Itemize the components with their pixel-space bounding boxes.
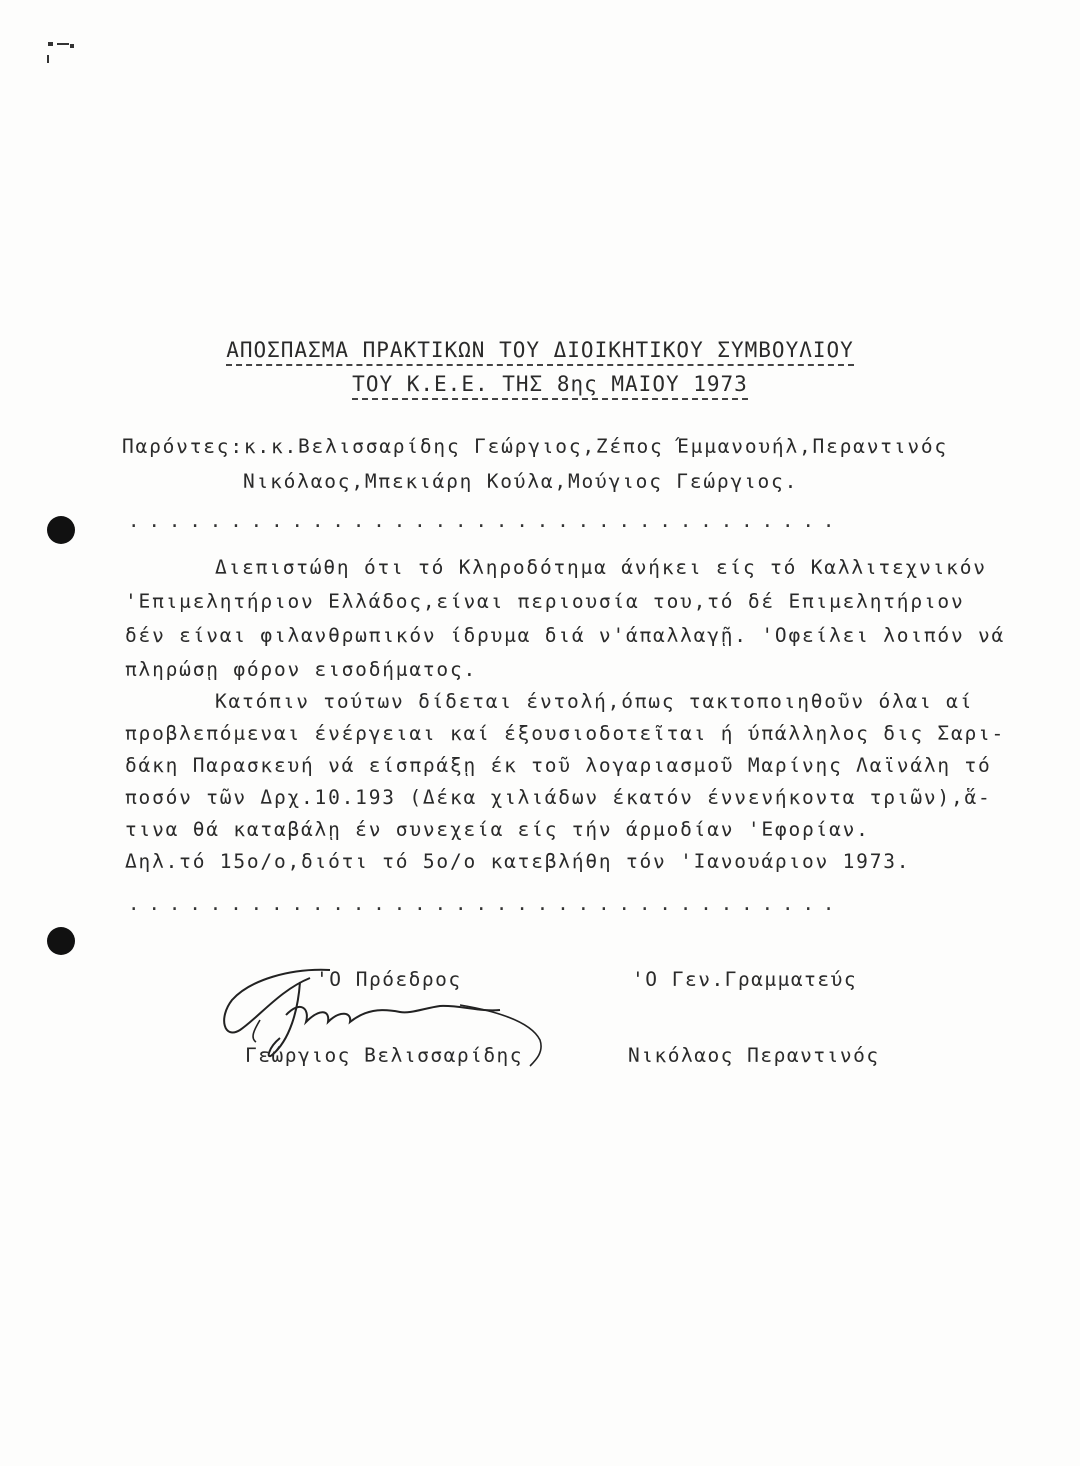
separator-dots-top: ................................... bbox=[128, 510, 844, 532]
secretary-title: 'Ο Γεν.Γραμματεύς bbox=[632, 968, 858, 991]
ink-speck bbox=[48, 42, 53, 46]
president-title: 'Ο Πρόεδρος bbox=[316, 968, 462, 991]
attendees-line2: Νικόλαος,Μπεκιάρη Κούλα,Μούγιος Γεώργιος. bbox=[243, 470, 799, 493]
ink-speck bbox=[57, 43, 69, 45]
attendees-line1: Παρόντες:κ.κ.Βελισσαρίδης Γεώργιος,Ζέπος Έμμανουήλ,Περαντινός bbox=[122, 435, 948, 458]
punch-hole-upper bbox=[47, 516, 75, 544]
body-line-9: τινα θά καταβάλῃ έν συνεχεία είς τήν άρμοδίαν 'Εφορίαν. bbox=[125, 818, 870, 841]
body-line-5: Κατόπιν τούτων δίδεται έντολή,όπως τακτοποιηθοῦν όλαι αί bbox=[215, 690, 974, 713]
body-line-8: ποσόν τῶν Δρχ.10.193 (Δέκα χιλιάδων έκατόν έννενήκοντα τριῶν),ἅ- bbox=[125, 786, 992, 809]
body-line-10: Δηλ.τό 15ο/ο,διότι τό 5ο/ο κατεβλήθη τόν 'Ιανουάριον 1973. bbox=[125, 850, 911, 873]
body-line-2: 'Επιμελητήριον Ελλάδος,είναι περιουσία του,τό δέ Επιμελητήριον bbox=[125, 590, 965, 613]
body-line-4: πληρώσῃ φόρον εισοδήματος. bbox=[125, 658, 478, 681]
secretary-name: Νικόλαος Περαντινός bbox=[628, 1044, 880, 1067]
document-title-line1: ΑΠΟΣΠΑΣΜΑ ΠΡΑΚΤΙΚΩΝ ΤΟΥ ΔΙΟΙΚΗΤΙΚΟΥ ΣΥΜΒΟΥΛΙΟΥ bbox=[0, 338, 1080, 362]
document-title-line2: ΤΟΥ Κ.Ε.Ε. ΤΗΣ 8ης ΜΑΙΟΥ 1973 bbox=[10, 372, 1080, 396]
body-line-3: δέν είναι φιλανθρωπικόν ίδρυμα διά ν'άπαλλαγῇ. 'Οφείλει λοιπόν νά bbox=[125, 624, 1006, 647]
president-name: Γεώργιος Βελισσαρίδης bbox=[245, 1044, 524, 1067]
body-line-7: δάκη Παρασκευή νά είσπράξῃ έκ τοῦ λογαριασμοῦ Μαρίνης Λαϊνάλη τό bbox=[125, 754, 992, 777]
body-line-1: Διεπιστώθη ότι τό Κληροδότημα άνήκει είς τό Καλλιτεχνικόν bbox=[215, 556, 987, 579]
ink-speck bbox=[47, 55, 49, 63]
body-line-6: προβλεπόμεναι ένέργειαι καί έξουσιοδοτεῖται ή ύπάλληλος δις Σαρι- bbox=[125, 722, 1006, 745]
ink-speck bbox=[70, 44, 74, 48]
separator-dots-bottom: ................................... bbox=[128, 893, 844, 915]
punch-hole-lower bbox=[47, 927, 75, 955]
